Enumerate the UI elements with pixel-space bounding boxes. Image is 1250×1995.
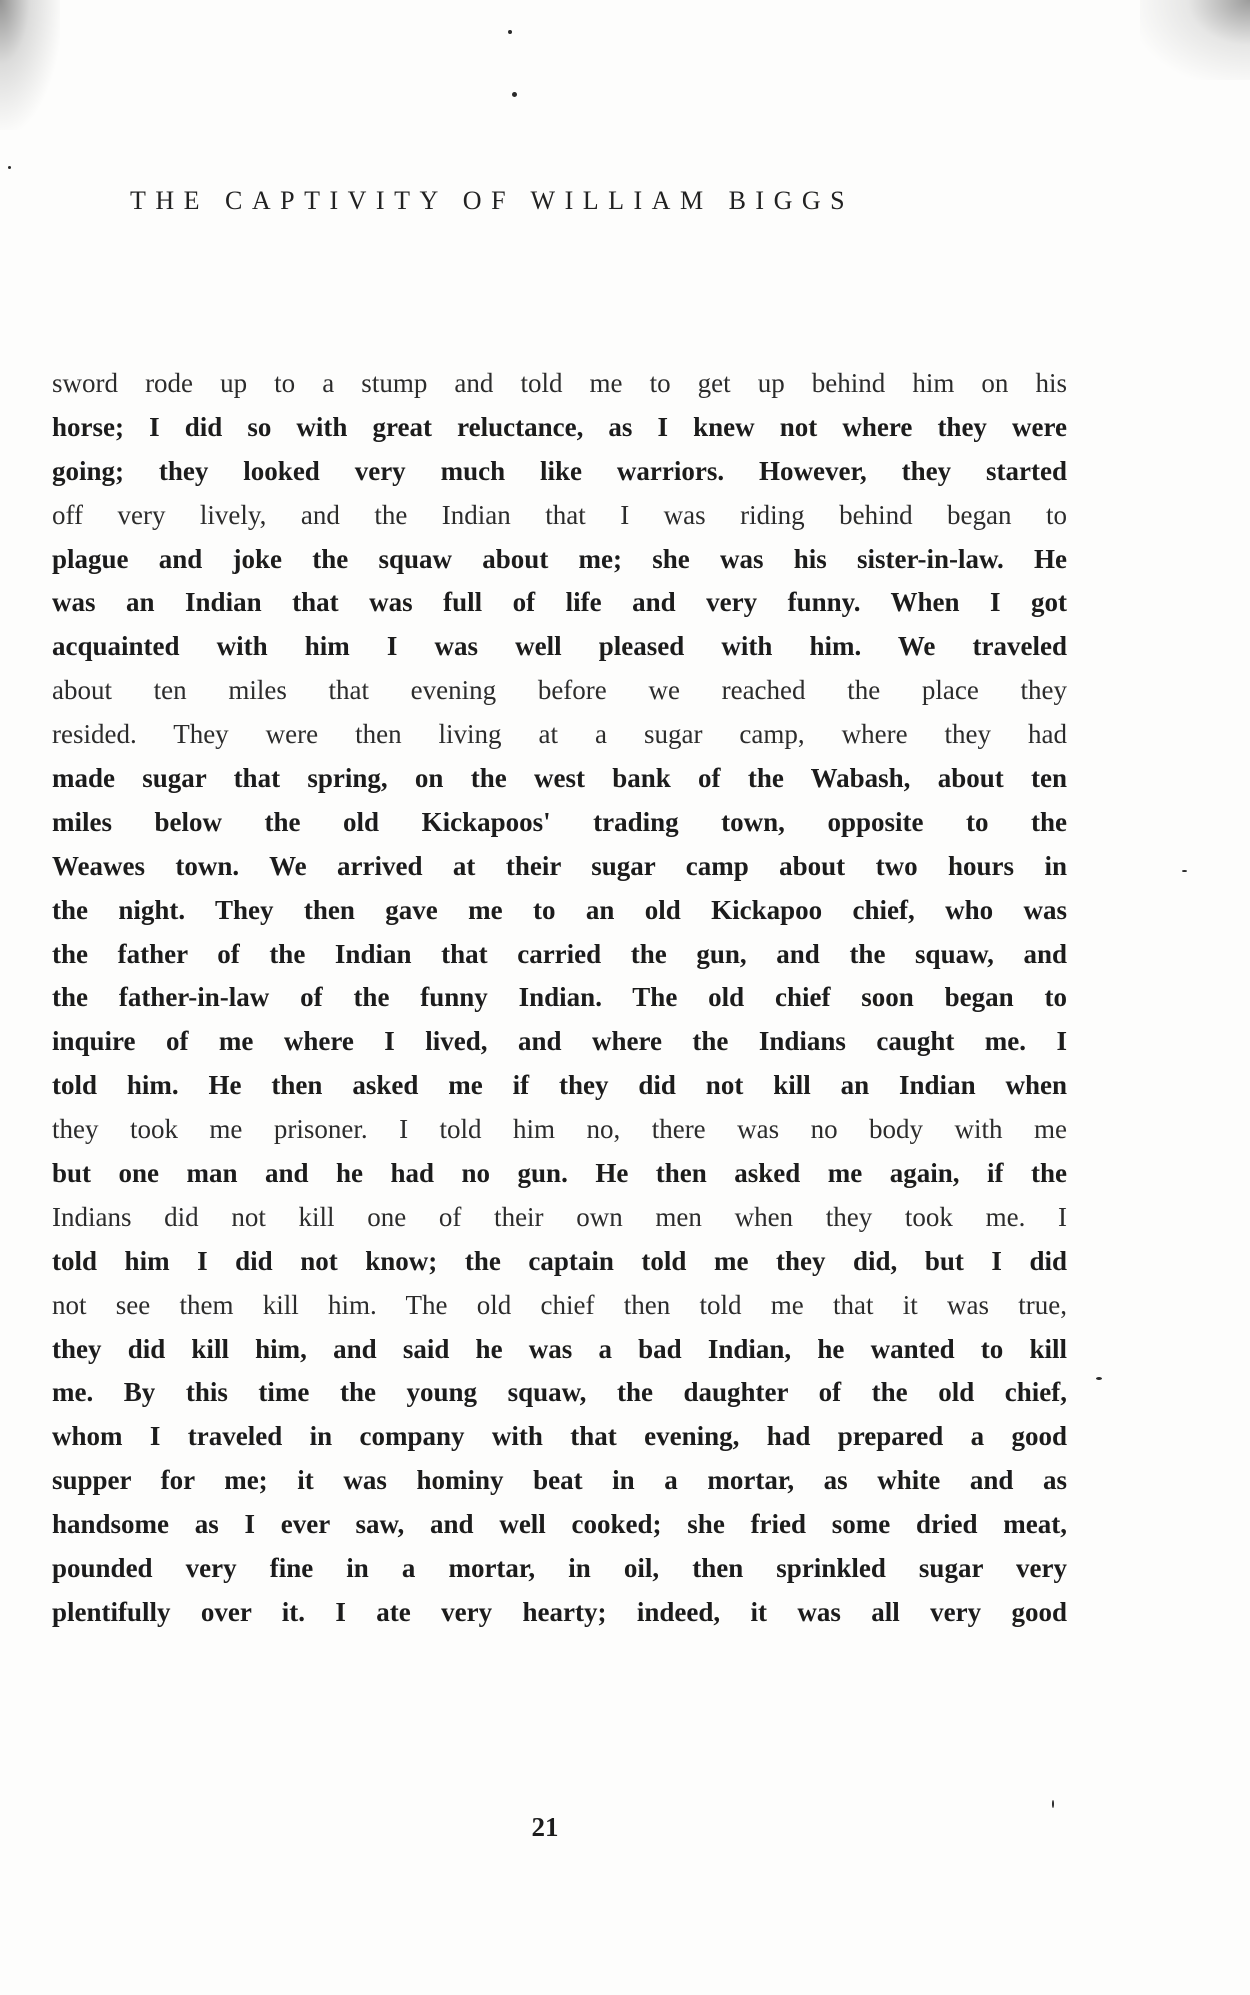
text-line: Weawes town. We arrived at their sugar camp about two hours in [52,850,1067,881]
text-line: not see them kill him. The old chief then told me that it was true, [52,1289,1067,1320]
text-line: horse; I did so with great reluctance, as I knew not where they were [52,411,1067,442]
body-text [52,362,1067,1635]
text-line: plentifully over it. I ate very hearty; indeed, it was all very good [52,1596,1067,1627]
text-line: handsome as I ever saw, and well cooked; she fried some dried meat, [52,1509,1067,1540]
text-line: Indians did not kill one of their own men when they took me. I [52,1201,1067,1232]
text-line: me. By this time the young squaw, the daughter of the old chief, [52,1377,1067,1408]
text-line: told him. He then asked me if they did not kill an Indian when [52,1070,1067,1101]
text-line: but one man and he had no gun. He then asked me again, if the [52,1158,1067,1189]
scan-speck [1052,1800,1054,1808]
text-line: made sugar that spring, on the west bank of the Wabash, about ten [52,763,1067,794]
scan-speck [1096,1377,1102,1380]
text-line: supper for me; it was hominy beat in a mortar, as white and as [52,1465,1067,1496]
running-head: THE CAPTIVITY OF WILLIAM BIGGS [130,186,855,215]
text-line: resided. They were then living at a sugar camp, where they had [52,719,1067,750]
text-line: whom I traveled in company with that evening, had prepared a good [52,1421,1067,1452]
text-line: told him I did not know; the captain told me they did, but I did [52,1245,1067,1276]
text-line: they took me prisoner. I told him no, there was no body with me [52,1114,1067,1145]
text-line: the father of the Indian that carried the gun, and the squaw, and [52,938,1067,969]
scan-shadow-left [0,0,60,130]
text-line: acquainted with him I was well pleased with him. We traveled [52,631,1067,662]
text-line: was an Indian that was full of life and very funny. When I got [52,587,1067,618]
text-line: inquire of me where I lived, and where the Indians caught me. I [52,1026,1067,1057]
text-line: plague and joke the squaw about me; she was his sister-in-law. He [52,543,1067,574]
text-line: about ten miles that evening before we reached the place they [52,675,1067,706]
text-line: going; they looked very much like warriors. However, they started [52,455,1067,486]
text-line: off very lively, and the Indian that I was riding behind began to [52,499,1067,530]
scan-speck [1182,870,1187,872]
text-line: the night. They then gave me to an old Kickapoo chief, who was [52,894,1067,925]
scan-speck [8,166,11,169]
page-number: 21 [531,1812,559,1842]
scan-speck [508,30,512,34]
scan-shadow-right [1140,0,1250,80]
text-line: miles below the old Kickapoos' trading town, opposite to the [52,806,1067,837]
text-line: pounded very fine in a mortar, in oil, then sprinkled sugar very [52,1553,1067,1584]
scan-speck [512,92,517,97]
text-line: sword rode up to a stump and told me to get up behind him on his [52,368,1067,398]
text-line: the father-in-law of the funny Indian. The old chief soon began to [52,982,1067,1013]
text-line: they did kill him, and said he was a bad Indian, he wanted to kill [52,1333,1067,1364]
